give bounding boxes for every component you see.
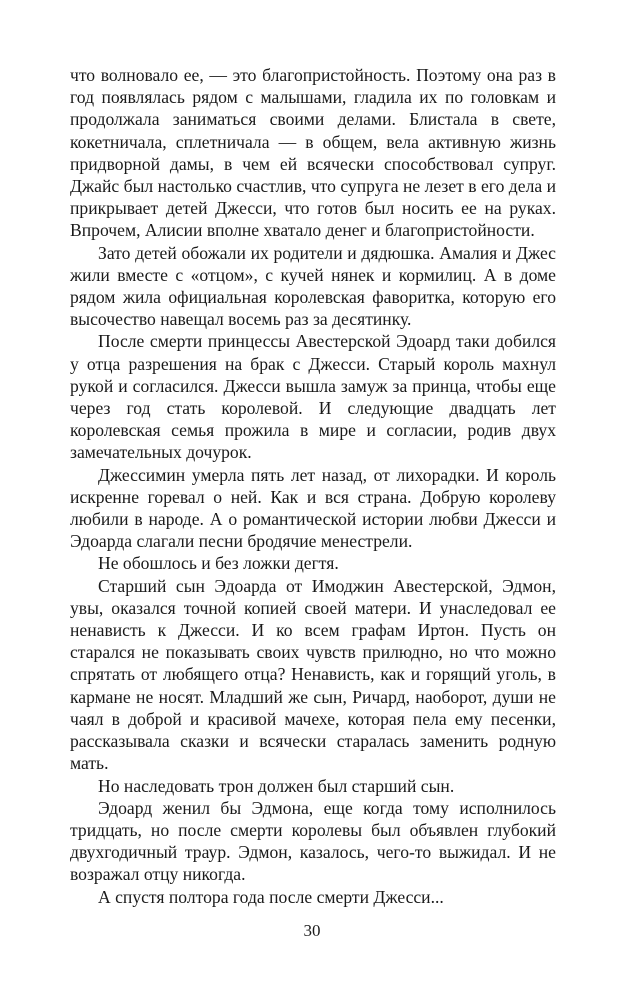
paragraph-4: Джессимин умерла пять лет назад, от лихорадки. И король искренне горевал о ней. Как и вся страна. Добрую королеву любили в народе. А о романтической истории любви Джесси и Эдоарда слагали песни бродячие менестрели. — [70, 464, 556, 552]
page-body — [70, 64, 556, 908]
paragraph-8: Эдоард женил бы Эдмона, еще когда тому исполнилось тридцать, но после смерти королевы был объявлен глубокий двухгодичный траур. Эдмон, казалось, чего-то выжидал. И не возражал отцу никогда. — [70, 797, 556, 885]
paragraph-1: что волновало ее, — это благопристойность. Поэтому она раз в год появлялась рядом с малышами, гладила их по головкам и продолжала заниматься своими делами. Блистала в свете, кокетничала, сплетничала — в общем, вела активную жизнь придворной дамы, в чем ей всячески способствовал супруг. Джайс был настолько счастлив, что супруга не лезет в его дела и прикрывает детей Джесси, что готов был носить ее на руках. Впрочем, Алисии вполне хватало денег и благопристойности. — [70, 65, 556, 241]
paragraph-5: Не обошлось и без ложки дегтя. — [98, 553, 339, 574]
paragraph-2: Зато детей обожали их родители и дядюшка. Амалия и Джес жили вместе с «отцом», с кучей нянек и кормилиц. А в доме рядом жила официальная королевская фаворитка, которую его высочество навещал восемь раз за десятинку. — [70, 242, 556, 330]
paragraph-7: Но наследовать трон должен был старший сын. — [98, 775, 455, 796]
paragraph-3: После смерти принцессы Авестерской Эдоард таки добился у отца разрешения на брак с Джесси. Старый король махнул рукой и согласился. Джесси вышла замуж за принца, чтобы еще через год стать королевой. И следующие двадцать лет королевская семья прожила в мире и согласии, родив двух замечательных дочурок. — [70, 331, 556, 463]
paragraph-6: Старший сын Эдоарда от Имоджин Авестерской, Эдмон, увы, оказался точной копией своей матери. И унаследовал ее ненависть к Джесси. И ко всем графам Иртон. Пусть он старался не показывать своих чувств прилюдно, но что можно спрятать от любящего отца? Ненависть, как и горящий уголь, в кармане не носят. Младший же сын, Ричард, наоборот, души не чаял в доброй и красивой мачехе, которая пела ему песенки, рассказывала сказки и всячески старалась заменить родную мать. — [70, 575, 556, 774]
page-number: 30 — [303, 921, 321, 940]
paragraph-9: А спустя полтора года после смерти Джесси... — [98, 886, 444, 907]
